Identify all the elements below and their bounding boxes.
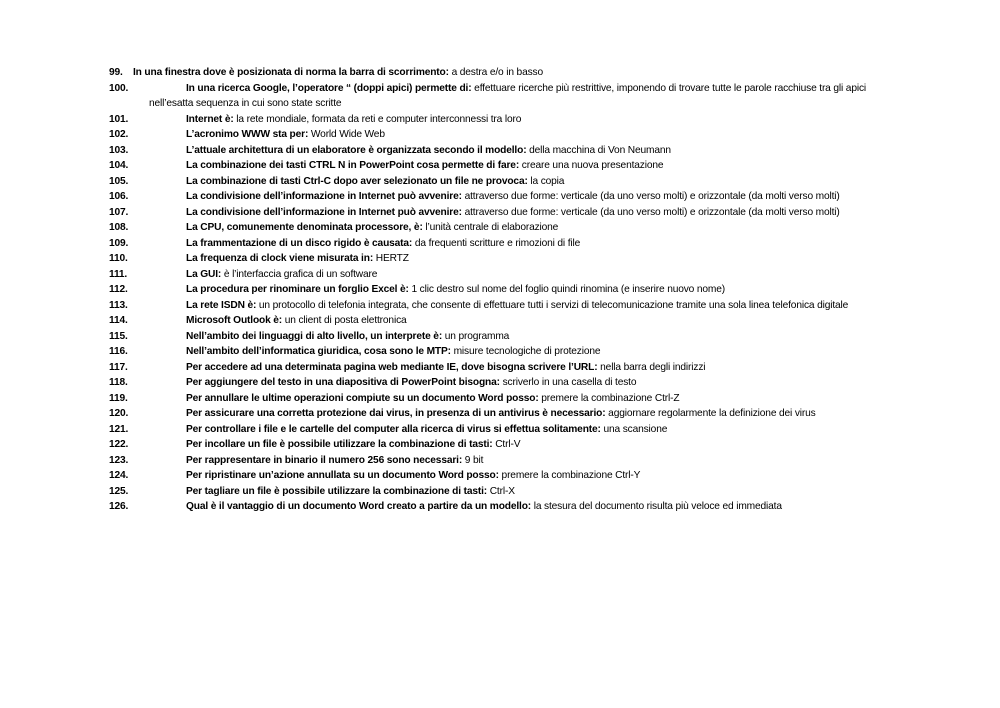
answer-text: un protocollo di telefonia integrata, che consente di effettuare tutti i servizi di telecomunicazione tramite una sola linea telefonica digitale (258, 299, 849, 311)
question-text: La CPU, comunemente denominata processore, è: (186, 222, 423, 233)
item-number: 119. (109, 392, 128, 404)
item-number: 103. (109, 144, 129, 156)
item-number: 108. (109, 222, 129, 233)
item-number: 109. (109, 237, 129, 249)
answer-text: creare una nuova presentazione (521, 160, 664, 171)
answer-text: World Wide Web (310, 129, 385, 140)
question-text: La combinazione dei tasti CTRL N in PowerPoint cosa permette di fare: (186, 160, 520, 171)
qa-item (109, 406, 869, 422)
item-number: 118. (109, 377, 128, 388)
question-text: In una finestra dove è posizionata di norma la barra di scorrimento: (133, 67, 449, 78)
qa-item (109, 422, 869, 438)
answer-text: 1 clic destro sul nome del foglio quindi rinomina (e inserire nuovo nome) (411, 284, 726, 295)
qa-item (109, 375, 869, 391)
question-text: La condivisione dell’informazione in Internet può avvenire: (186, 206, 462, 218)
answer-text: HERTZ (375, 253, 409, 264)
answer-text: la stesura del documento risulta più veloce ed immediata (533, 501, 782, 512)
item-number: 110. (109, 253, 128, 264)
qa-item (109, 174, 869, 190)
qa-item (109, 251, 869, 267)
question-text: Per accedere ad una determinata pagina web mediante IE, dove bisogna scrivere l’URL: (186, 361, 598, 373)
qa-item (109, 468, 869, 484)
question-text: La condivisione dell’informazione in Internet può avvenire: (186, 191, 462, 202)
question-text: Per annullare le ultime operazioni compiute su un documento Word posso: (186, 392, 539, 404)
answer-text: Ctrl-V (495, 439, 521, 450)
question-text: Per ripristinare un’azione annullata su un documento Word posso: (186, 470, 499, 481)
item-number: 114. (109, 315, 128, 326)
question-text: La GUI: (186, 268, 222, 280)
item-number: 107. (109, 206, 129, 218)
question-text: In una ricerca Google, l’operatore “ (doppi apici) permette di: (186, 82, 472, 94)
qa-item (109, 81, 869, 112)
qa-item (109, 360, 869, 376)
qa-item (109, 158, 869, 174)
answer-text: la rete mondiale, formata da reti e computer interconnessi tra loro (236, 113, 522, 125)
item-number: 111. (109, 268, 128, 280)
question-text: Internet è: (186, 113, 234, 125)
answer-text: misure tecnologiche di protezione (453, 346, 601, 357)
question-text: La frequenza di clock viene misurata in: (186, 253, 374, 264)
qa-item (109, 344, 869, 360)
item-number: 112. (109, 284, 128, 295)
item-number: 124. (109, 470, 129, 481)
qa-item (109, 220, 869, 236)
answer-text: attraverso due forme: verticale (da uno verso molti) e orizzontale (da molti verso molti) (464, 191, 840, 202)
item-number: 104. (109, 160, 129, 171)
item-number: 115. (109, 330, 128, 342)
answer-text: un programma (444, 330, 510, 342)
answer-text: è l’interfaccia grafica di un software (223, 268, 378, 280)
qa-item: 99. In una finestra dove è posizionata di norma la barra di scorrimento: a destra e/o in basso (109, 67, 543, 78)
qa-item (109, 453, 869, 469)
qa-item (109, 189, 869, 205)
item-number: 113. (109, 299, 128, 311)
qa-item (109, 282, 869, 298)
item-number: 126. (109, 501, 129, 512)
answer-text: attraverso due forme: verticale (da uno verso molti) e orizzontale (da molti verso molti) (464, 206, 840, 218)
answer-text: l’unità centrale di elaborazione (425, 222, 559, 233)
answer-text: aggiornare regolarmente la definizione dei virus (608, 408, 816, 419)
question-text: La procedura per rinominare un forglio Excel è: (186, 284, 409, 295)
question-text: L’acronimo WWW sta per: (186, 129, 309, 140)
qa-item (109, 236, 869, 252)
item-number: 122. (109, 439, 129, 450)
answer-text: 9 bit (464, 454, 484, 466)
qa-item (109, 298, 869, 314)
item-number: 120. (109, 408, 129, 419)
answer-text: Ctrl-X (489, 485, 515, 497)
answer-text: nella barra degli indirizzi (600, 361, 706, 373)
question-text: Per aggiungere del testo in una diapositiva di PowerPoint bisogna: (186, 377, 500, 388)
question-text: L’attuale architettura di un elaboratore è organizzata secondo il modello: (186, 144, 527, 156)
question-text: La combinazione di tasti Ctrl-C dopo aver selezionato un file ne provoca: (186, 175, 528, 187)
item-number: 102. (109, 129, 129, 140)
qa-item (109, 127, 869, 143)
answer-text: premere la combinazione Ctrl-Y (501, 470, 641, 481)
question-text: Qual è il vantaggio di un documento Word creato a partire da un modello: (186, 501, 532, 512)
qa-item (109, 205, 869, 221)
item-number: 105. (109, 175, 129, 187)
qa-item (109, 112, 869, 128)
answer-text: un client di posta elettronica (284, 315, 407, 326)
qa-item (109, 267, 869, 283)
qa-item (109, 143, 869, 159)
item-number: 100. (109, 82, 129, 94)
question-text: Nell’ambito dei linguaggi di alto livello, un interprete è: (186, 330, 443, 342)
qa-item (109, 437, 869, 453)
item-number: 117. (109, 361, 128, 373)
qa-item (109, 499, 869, 515)
answer-text: effettuare ricerche più restrittive, imponendo di trovare tutte le parole racchiuse tra gli apici nell’esatta sequenza in cui sono state scritte (149, 82, 867, 109)
item-number: 101. (109, 113, 129, 125)
question-text: La rete ISDN è: (186, 299, 257, 311)
qa-item (109, 313, 869, 329)
question-text: Per controllare i file e le cartelle del computer alla ricerca di virus si effettua solitamente: (186, 423, 601, 435)
question-text: Per assicurare una corretta protezione dai virus, in presenza di un antivirus è necessario: (186, 408, 606, 419)
qa-item (109, 391, 869, 407)
question-text: Microsoft Outlook è: (186, 315, 283, 326)
item-number: 116. (109, 346, 128, 357)
document-page (109, 65, 869, 515)
answer-text: una scansione (603, 423, 668, 435)
question-text: Per rappresentare in binario il numero 256 sono necessari: (186, 454, 463, 466)
qa-item (109, 329, 869, 345)
item-number: 123. (109, 454, 129, 466)
item-number: 121. (109, 423, 129, 435)
answer-text: a destra e/o in basso (451, 67, 543, 78)
answer-text: della macchina di Von Neumann (529, 144, 671, 156)
answer-text: scriverlo in una casella di testo (502, 377, 637, 388)
qa-item (109, 484, 869, 500)
answer-text: premere la combinazione Ctrl-Z (541, 392, 680, 404)
question-text: La frammentazione di un disco rigido è causata: (186, 237, 413, 249)
answer-text: da frequenti scritture e rimozioni di file (414, 237, 581, 249)
question-text: Per tagliare un file è possibile utilizzare la combinazione di tasti: (186, 485, 488, 497)
answer-text: la copia (530, 175, 565, 187)
item-number: 106. (109, 191, 129, 202)
item-number: 125. (109, 485, 129, 497)
question-text: Nell’ambito dell’informatica giuridica, cosa sono le MTP: (186, 346, 451, 357)
question-text: Per incollare un file è possibile utilizzare la combinazione di tasti: (186, 439, 493, 450)
